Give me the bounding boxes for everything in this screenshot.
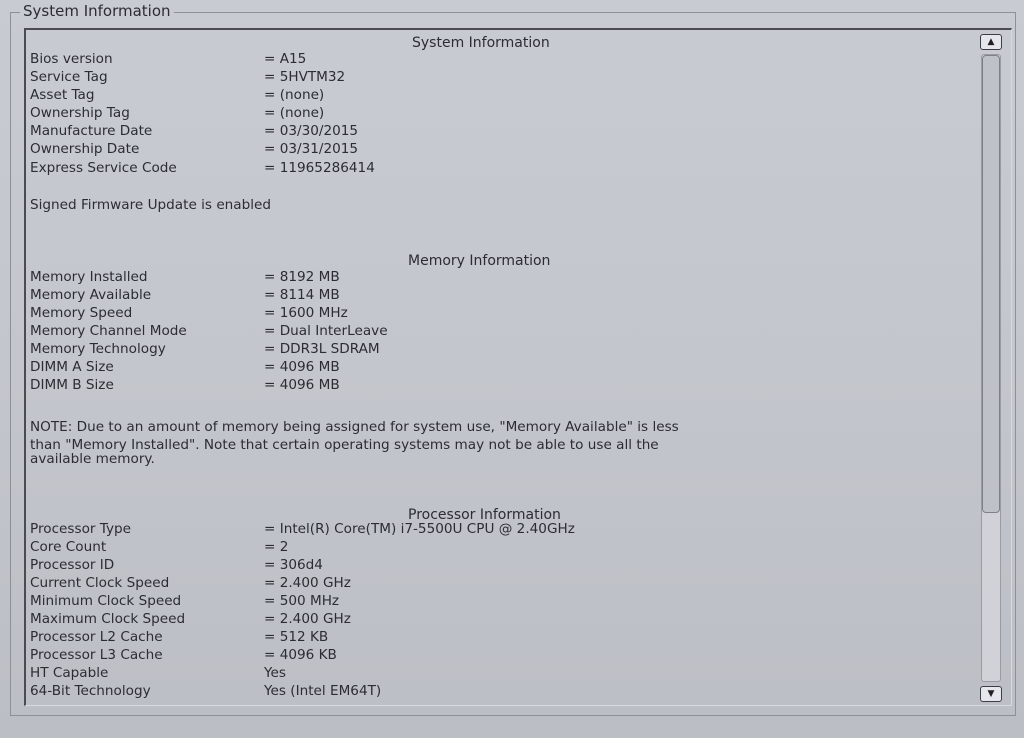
row-label: Processor L2 Cache xyxy=(30,629,163,645)
row-label: Memory Technology xyxy=(30,341,166,357)
row-label: Ownership Date xyxy=(30,141,140,157)
system-info-heading: System Information xyxy=(412,35,550,51)
row-value: = 5HVTM32 xyxy=(264,69,346,85)
row-label: DIMM A Size xyxy=(30,359,114,375)
row-label: Processor L3 Cache xyxy=(30,647,163,663)
row-label: Service Tag xyxy=(30,69,108,85)
row-value: = 2.400 GHz xyxy=(264,575,351,591)
row-value: Yes xyxy=(264,665,286,681)
row-value: = 2 xyxy=(264,539,289,555)
scroll-down-button[interactable] xyxy=(980,686,1002,702)
row-label: Express Service Code xyxy=(30,160,177,176)
row-label: Bios version xyxy=(30,51,113,67)
row-value: = 500 MHz xyxy=(264,593,340,609)
row-value: = 4096 KB xyxy=(264,647,337,663)
row-value: = 03/31/2015 xyxy=(264,141,359,157)
row-label: HT Capable xyxy=(30,665,109,681)
row-label: Asset Tag xyxy=(30,87,95,103)
vertical-scrollbar[interactable] xyxy=(979,34,1005,706)
row-label: Minimum Clock Speed xyxy=(30,593,182,609)
info-panel xyxy=(24,28,1012,706)
groupbox-title: System Information xyxy=(20,2,174,20)
row-label: Current Clock Speed xyxy=(30,575,170,591)
row-value: = 306d4 xyxy=(264,557,323,573)
row-value: = 512 KB xyxy=(264,629,329,645)
row-label: Manufacture Date xyxy=(30,123,153,139)
memory-note-line: NOTE: Due to an amount of memory being assigned for system use, "Memory Available" is less xyxy=(30,419,679,435)
row-label: Ownership Tag xyxy=(30,105,130,121)
row-label: DIMM B Size xyxy=(30,377,114,393)
row-value: = 4096 MB xyxy=(264,359,340,375)
row-label: Processor ID xyxy=(30,557,115,573)
row-label: Memory Available xyxy=(30,287,152,303)
scrollbar-track[interactable] xyxy=(981,54,1001,682)
row-value: = 03/30/2015 xyxy=(264,123,359,139)
row-value: Yes (Intel EM64T) xyxy=(264,683,382,699)
up-arrow-icon: ▲ xyxy=(987,36,995,47)
row-value: = 2.400 GHz xyxy=(264,611,351,627)
memory-info-heading: Memory Information xyxy=(408,253,551,269)
row-label: Memory Speed xyxy=(30,305,133,321)
row-value: = 8192 MB xyxy=(264,269,340,285)
row-value: = A15 xyxy=(264,51,307,67)
scrollbar-thumb[interactable] xyxy=(982,55,1000,513)
row-value: = DDR3L SDRAM xyxy=(264,341,380,357)
memory-note-line: than "Memory Installed". Note that certain operating systems may not be able to use all the xyxy=(30,437,659,453)
row-value: = (none) xyxy=(264,105,325,121)
down-arrow-icon: ▼ xyxy=(987,688,995,699)
row-value: = 11965286414 xyxy=(264,160,375,176)
row-label: Processor Type xyxy=(30,521,132,537)
processor-info-heading: Processor Information xyxy=(408,507,561,523)
scroll-up-button[interactable] xyxy=(980,34,1002,50)
row-label: Core Count xyxy=(30,539,107,555)
firmware-update-note: Signed Firmware Update is enabled xyxy=(30,197,272,213)
row-label: Memory Installed xyxy=(30,269,148,285)
row-value: = (none) xyxy=(264,87,325,103)
row-value: = 1600 MHz xyxy=(264,305,348,321)
row-label: Memory Channel Mode xyxy=(30,323,187,339)
memory-note-line: available memory. xyxy=(30,451,155,467)
row-value: = Intel(R) Core(TM) i7-5500U CPU @ 2.40GHz xyxy=(264,521,575,537)
row-label: Maximum Clock Speed xyxy=(30,611,186,627)
row-label: 64-Bit Technology xyxy=(30,683,151,699)
row-value: = Dual InterLeave xyxy=(264,323,388,339)
row-value: = 8114 MB xyxy=(264,287,340,303)
row-value: = 4096 MB xyxy=(264,377,340,393)
